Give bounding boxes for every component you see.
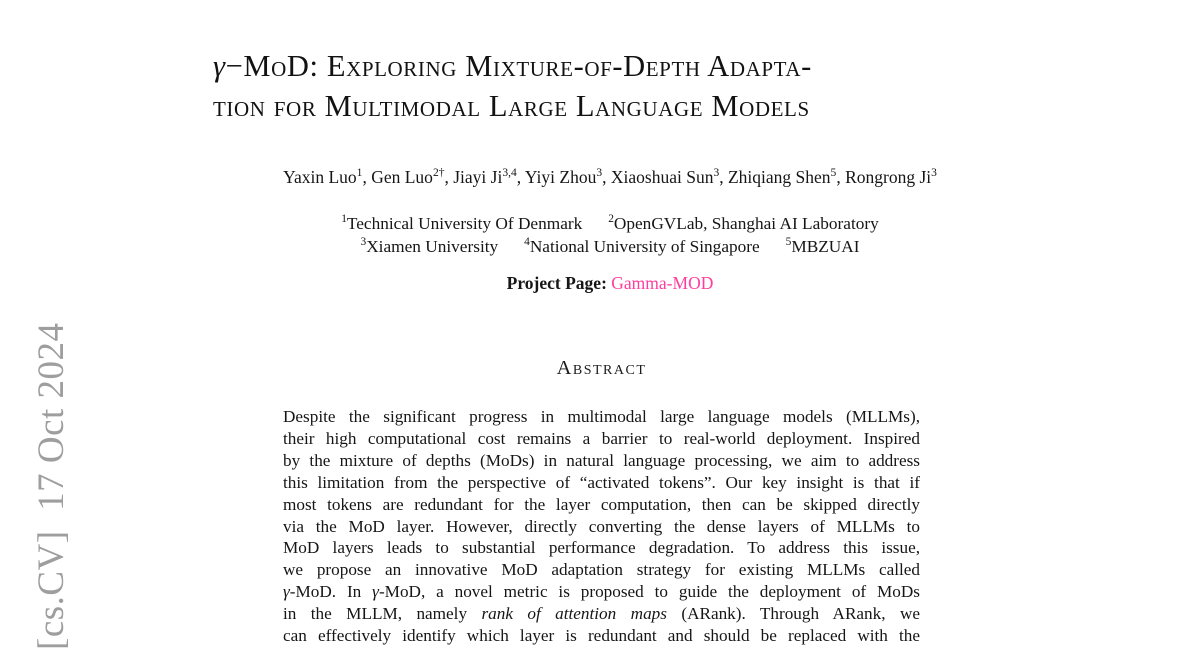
- affiliations-line-1: $^1$Technical University Of Denmark $^2$OpenGVLab, Shanghai AI Laboratory: [341, 213, 879, 233]
- paper-title: [213, 47, 812, 126]
- abstract-heading: Abstract: [556, 357, 647, 379]
- arxiv-watermark: [cs.CV] 17 Oct 2024: [31, 322, 72, 650]
- abstract-line: their high computational cost remains a barrier to real-world deployment. Inspired: [283, 428, 920, 448]
- abstract-line: by the mixture of depths (MoDs) in natural language processing, we aim to address: [283, 450, 920, 470]
- abstract-line: can effectively identify which layer is redundant and should be replaced with the: [283, 626, 920, 646]
- abstract-line: we propose an innovative MoD adaptation strategy for existing MLLMs called: [283, 560, 920, 580]
- abstract-line: via the MoD layer. However, directly converting the dense layers of MLLMs to: [283, 516, 920, 536]
- abstract-body: [283, 406, 920, 647]
- project-page-link[interactable]: Gamma-MOD: [611, 273, 714, 293]
- paper-title-line-1: γ−MoD: Exploring Mixture-of-Depth Adapta-: [213, 49, 812, 83]
- project-page-row: [100, 272, 1120, 294]
- paper-title-line-2: tion for Multimodal Large Language Models: [213, 88, 810, 123]
- affiliations: [100, 213, 1120, 258]
- abstract-line: γ-MoD. In γ-MoD, a novel metric is proposed to guide the deployment of MoDs: [283, 582, 920, 602]
- abstract-line: most tokens are redundant for the layer computation, then can be skipped directly: [283, 494, 920, 514]
- affiliations-line-2: $^3$Xiamen University $^4$National University of Singapore $^5$MBZUAI: [360, 235, 860, 256]
- authors-line: Yaxin Luo$^1$, Gen Luo$^{2\dagger}$, Jiayi Ji$^{3,4}$, Yiyi Zhou$^3$, Xiaoshuai Sun$^3$, Zhiqiang Shen$^5$, Rongrong Ji$^3$: [283, 167, 937, 187]
- abstract-line: in the MLLM, namely rank of attention maps (ARank). Through ARank, we: [283, 604, 920, 624]
- abstract-line: Despite the significant progress in multimodal large language models (MLLMs),: [283, 407, 920, 426]
- project-page-label: Project Page:: [506, 273, 607, 293]
- abstract-line: MoD layers leads to substantial performance degradation. To address this issue,: [283, 538, 920, 558]
- abstract-line: this limitation from the perspective of “activated tokens”. Our key insight is that if: [283, 472, 920, 492]
